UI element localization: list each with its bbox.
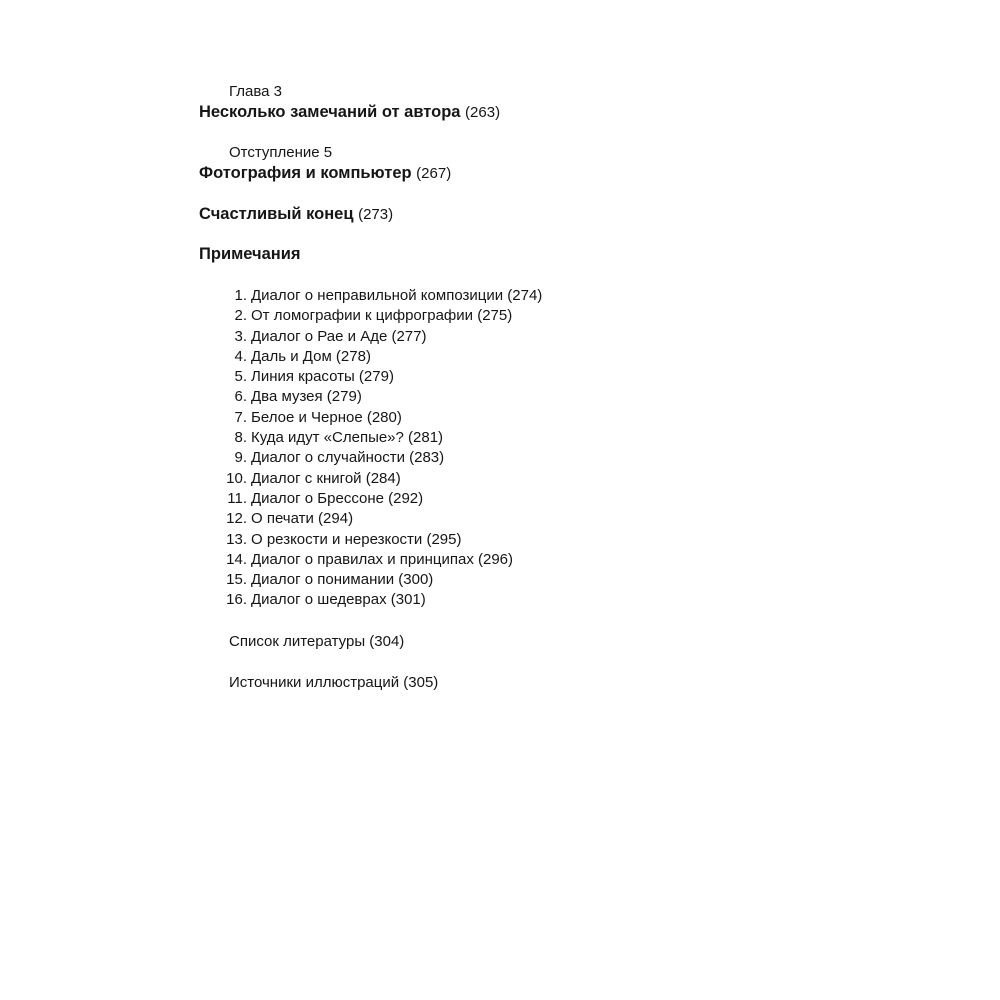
note-text: Диалог о неправильной композиции (274): [251, 287, 543, 304]
list-item: [0, 591, 1000, 611]
list-item: [0, 368, 1000, 388]
note-number: 2.: [234, 307, 247, 325]
note-number: 15.: [226, 571, 247, 589]
note-number: 14.: [226, 550, 247, 568]
illustration-sources-entry: Источники иллюстраций (305): [229, 674, 439, 691]
note-text: О печати (294): [251, 510, 354, 528]
note-text: Диалог с книгой (284): [251, 469, 401, 487]
note-text: Два музея (279): [251, 388, 362, 406]
note-number: 4.: [234, 347, 247, 365]
note-text: Диалог о Рае и Аде (277): [251, 327, 427, 345]
note-text: Диалог о шедеврах (301): [251, 591, 426, 609]
note-text: Диалог о Брессоне (292): [251, 489, 424, 507]
list-item: [0, 531, 1000, 551]
list-item: [0, 470, 1000, 490]
chapter-label: Глава 3: [229, 83, 283, 100]
happy-end-page-ref: (273): [358, 206, 394, 223]
list-item: [0, 429, 1000, 449]
digression-title: Фотография и компьютер: [199, 164, 412, 182]
note-text: Диалог о понимании (300): [251, 571, 434, 589]
list-item: [0, 409, 1000, 429]
list-item: [0, 551, 1000, 571]
list-item: [0, 510, 1000, 530]
notes-heading: Примечания: [199, 245, 301, 263]
list-item: [0, 388, 1000, 408]
note-number: 11.: [227, 489, 247, 507]
chapter-title-line: [199, 102, 500, 123]
note-number: 5.: [234, 368, 247, 386]
note-number: 9.: [234, 449, 247, 467]
note-text: Даль и Дом (278): [251, 347, 371, 365]
list-item: [0, 490, 1000, 510]
list-item: [0, 348, 1000, 368]
list-item: [0, 449, 1000, 469]
list-item: [0, 571, 1000, 591]
chapter-title: Несколько замечаний от автора: [199, 103, 461, 121]
note-number: 7.: [234, 408, 247, 426]
note-number: 12.: [226, 510, 247, 528]
note-number: 16.: [226, 591, 247, 609]
digression-page-ref: (267): [416, 165, 452, 182]
note-number: 13.: [226, 530, 247, 548]
list-item: [0, 287, 1000, 307]
note-number: 10.: [226, 469, 247, 487]
note-text: Куда идут «Слепые»? (281): [251, 429, 444, 447]
bibliography-entry: Список литературы (304): [229, 633, 405, 650]
note-number: 3.: [234, 327, 247, 345]
note-text: Диалог о правилах и принципах (296): [251, 550, 514, 568]
note-text: Белое и Черное (280): [251, 408, 402, 426]
note-number: 8.: [234, 429, 247, 447]
note-number: 1.: [234, 287, 247, 304]
note-text: Линия красоты (279): [251, 368, 394, 386]
note-text: От ломографии к цифрографии (275): [251, 307, 513, 325]
chapter-page-ref: (263): [465, 104, 501, 121]
happy-end-title-line: [199, 204, 393, 225]
list-item: [0, 328, 1000, 348]
digression-label: Отступление 5: [229, 144, 333, 161]
note-text: О резкости и нерезкости (295): [251, 530, 462, 548]
note-text: Диалог о случайности (283): [251, 449, 445, 467]
digression-title-line: [199, 163, 451, 184]
notes-list: [0, 287, 1000, 612]
note-number: 6.: [234, 388, 247, 406]
list-item: [0, 307, 1000, 327]
happy-end-title: Счастливый конец: [199, 205, 354, 223]
